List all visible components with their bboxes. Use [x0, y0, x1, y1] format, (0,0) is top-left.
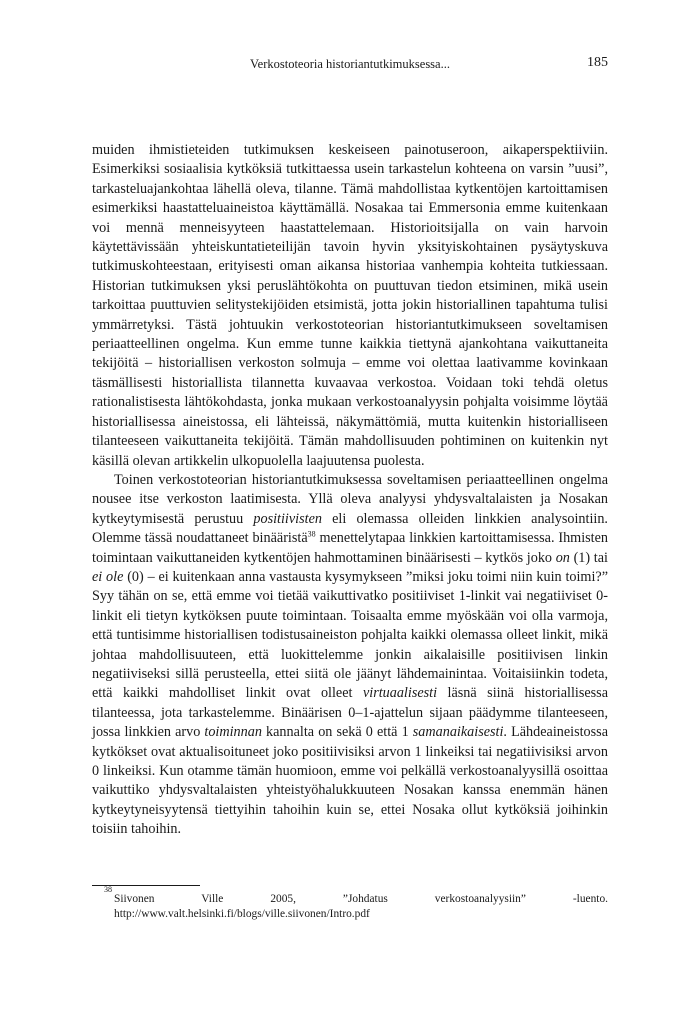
paragraph-1	[92, 141, 608, 471]
italic-term: samanaikaisesti	[412, 724, 504, 741]
text-run: menettelytapaa linkkien kartoittamisessa. Ihmisten toimintaan vaikuttaneiden kytkentöjen hahmottaminen binäärisesti – kytkös joko	[92, 530, 608, 566]
body-text	[92, 141, 608, 840]
running-title: Verkostoteoria historiantutkimuksessa...	[250, 57, 450, 71]
text-run: läsnä siinä historiallisessa tilanteessa, jota tarkastelemme. Binäärisen 0–1-ajattelun sijaan päädymme tilanteeseen, jossa linkkien arvo	[92, 685, 608, 741]
text-run: (1) tai	[569, 549, 608, 566]
footnote-ref: 38	[307, 529, 316, 539]
text-run: . Lähdeaineistossa kytkökset ovat aktualisoituneet joko positiivisiksi arvon 1 linkeiksi tai negatiivisiksi arvon 0 linkeiksi. Kun otamme tämän huomioon, emme voi pelkällä verkostoanalyysillä osoittaa vaikuttiko yhdysvaltalaisten yhteistyöhalukkuuteen Nosakan kanssa enemmän hänen kytkeytyneisyytensä tiettyihin tahoihin kuin se, ettei Nosaka ollut kytköksiä joihinkin toisiin tahoihin.	[92, 724, 608, 838]
footnote-text: Siivonen Ville 2005, ”Johdatus verkostoanalyysiin” -luento. http://www.valt.helsinki.fi/blogs/ville.siivonen/Intro.pdf	[114, 893, 608, 920]
italic-term: ei ole	[92, 568, 124, 585]
paragraph-2	[92, 471, 608, 840]
page-header	[92, 55, 608, 75]
text-run: eli olemassa olleiden linkkien analysointiin. Olemme tässä noudattaneet binääristä	[92, 510, 608, 547]
italic-term: virtuaalisesti	[362, 685, 438, 702]
text-run: Toinen verkostoteorian historiantutkimuksessa soveltamisen periaatteellinen ongelma nousee itse verkoston laatimisesta. Yllä oleva analyysi yhdysvaltalaisten ja Nosakan kytkeytymisestä perustuu	[92, 471, 608, 527]
text-run: muiden ihmistieteiden tutkimuksen keskeiseen painotuseroon, aikaperspektiiviin. Esimerkiksi sosiaalisia kytköksiä tutkittaessa usein tarkastelun kohteena on varsin ”uusi”, tarkasteluajankohtaa lähellä oleva, tilanne. Tämä mahdollistaa kytkentöjen kartoittamisen esimerkiksi haastatteluaineistoa käyttämällä. Nosakaa tai Emmersonia emme kuitenkaan voi mennä menneisyyteen haastattelemaan. Historioitsijalla on vain harvoin käytettävissään yhteiskuntatieteilijän tavoin hyvin yksityiskohtainen pysäytyskuva tutkimuskohteestaan, erityisesti oman aikansa historiaa vanhempia kohteita tutkiessaan. Historian tutkimuksen yksi peruslähtökohta on puuttuvan tiedon etsiminen, mikä usein tarkoittaa puuttuvien selitystekijöiden etsimistä, jotta jokin historiallinen tapahtuma tulisi ymmärretyksi. Tästä johtuukin verkostoteorian historiantutkimukseen soveltamisen periaatteellinen ongelma. Kun emme tunne kaikkia tiettynä ajankohtana vaikuttaneita tekijöitä – historiallisen verkoston solmuja – emme voi olettaa laativamme kovinkaan täsmällisesti historiallista tilannetta kuvaavaa verkostoa. Voidaan toki tehdä oletus rationalistisesta lähtökohdasta, jonka mukaan verkostoanalyysin pohjalta voisimme löytää historiallisessa aineistossa, eli lähteissä, näkymättömiä, mutta kuitenkin historialliseen tilanteeseen vaikuttaneita tekijöitä. Tämän mahdollisuuden pohtiminen on kuitenkin nyt käsillä olevan artikkelin ulkopuolella laajuutensa puolesta.	[92, 142, 608, 469]
italic-term: positiivisten	[253, 510, 322, 527]
text-run: (0) – ei kuitenkaan anna vastausta kysymykseen ”miksi joku toimi niin kuin toimi?” Syy tähän on se, että emme voi tietää vaikuttivatko positiiviset 1-linkit vai negatiiviset 0-linkit eli tietyn kytköksen puute toimintaan. Toisaalta emme myöskään voi olla varmoja, että tuntisimme historiallisen todistusaineiston pohjalta kaikki olemassa olleet linkit, mikä johtaa mahdollisuuteen, että luokittelemme jonkin aikalaisille positiivisen linkin negatiiviseksi sillä perusteella, ettei siitä ole jäänyt lähdemainintaa. Voitaisiinkin todeta, että kaikki mahdolliset linkit ovat olleet	[92, 568, 608, 702]
italic-term: toiminnan	[204, 724, 262, 741]
footnote-38: 38 Siivonen Ville 2005, ”Johdatus verkostoanalyysiin” -luento. http://www.valt.helsinki.fi/blogs/ville.siivonen/Intro.pdf	[92, 892, 608, 922]
page-number: 185	[587, 55, 608, 70]
text-run: kannalta on sekä 0 että 1	[261, 724, 413, 741]
italic-term: on	[555, 549, 570, 566]
